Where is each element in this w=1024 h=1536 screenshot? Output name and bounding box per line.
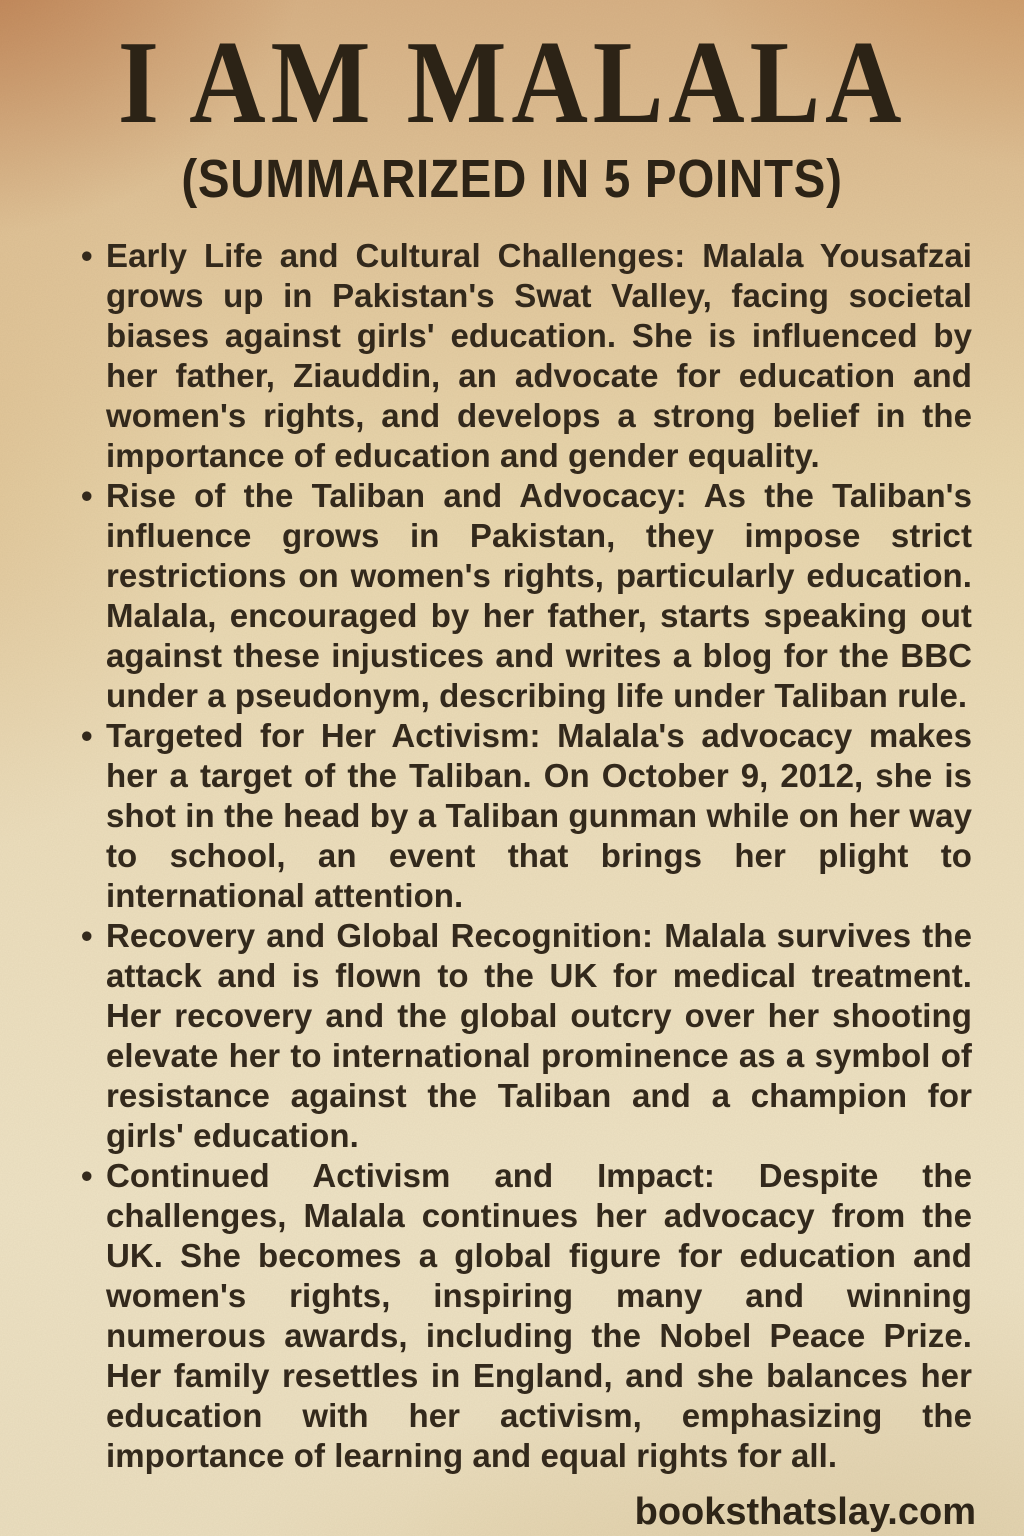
page-title: I AM MALALA	[117, 16, 907, 148]
summary-point: • Targeted for Her Activism: Malala's advocacy makes her a target of the Taliban. On October 9, 2012, she is shot in the head by a Taliban gunman while on her way to school, an event that brings her plight to international attention.	[106, 716, 972, 916]
summary-point: • Continued Activism and Impact: Despite the challenges, Malala continues her advocacy from the UK. She becomes a global figure for education and women's rights, inspiring many and winning numerous awards, including the Nobel Peace Prize. Her family resettles in England, and she balances her education with her activism, emphasizing the importance of learning and equal rights for all.	[106, 1156, 972, 1476]
header	[0, 0, 1024, 209]
page-subtitle: (SUMMARIZED IN 5 POINTS)	[181, 149, 843, 209]
summary-point: • Rise of the Taliban and Advocacy: As the Taliban's influence grows in Pakistan, they impose strict restrictions on women's rights, particularly education. Malala, encouraged by her father, starts speaking out against these injustices and writes a blog for the BBC under a pseudonym, describing life under Taliban rule.	[106, 476, 972, 716]
website-credit: booksthatslay.com	[634, 1491, 976, 1534]
summary-point: • Early Life and Cultural Challenges: Malala Yousafzai grows up in Pakistan's Swat Valley, facing societal biases against girls' education. She is influenced by her father, Ziauddin, an advocate for education and women's rights, and develops a strong belief in the importance of education and gender equality.	[106, 236, 972, 476]
summary-point: • Recovery and Global Recognition: Malala survives the attack and is flown to the UK for medical treatment. Her recovery and the global outcry over her shooting elevate her to international prominence as a symbol of resistance against the Taliban and a champion for girls' education.	[106, 916, 972, 1156]
summary-list	[0, 236, 1024, 1476]
